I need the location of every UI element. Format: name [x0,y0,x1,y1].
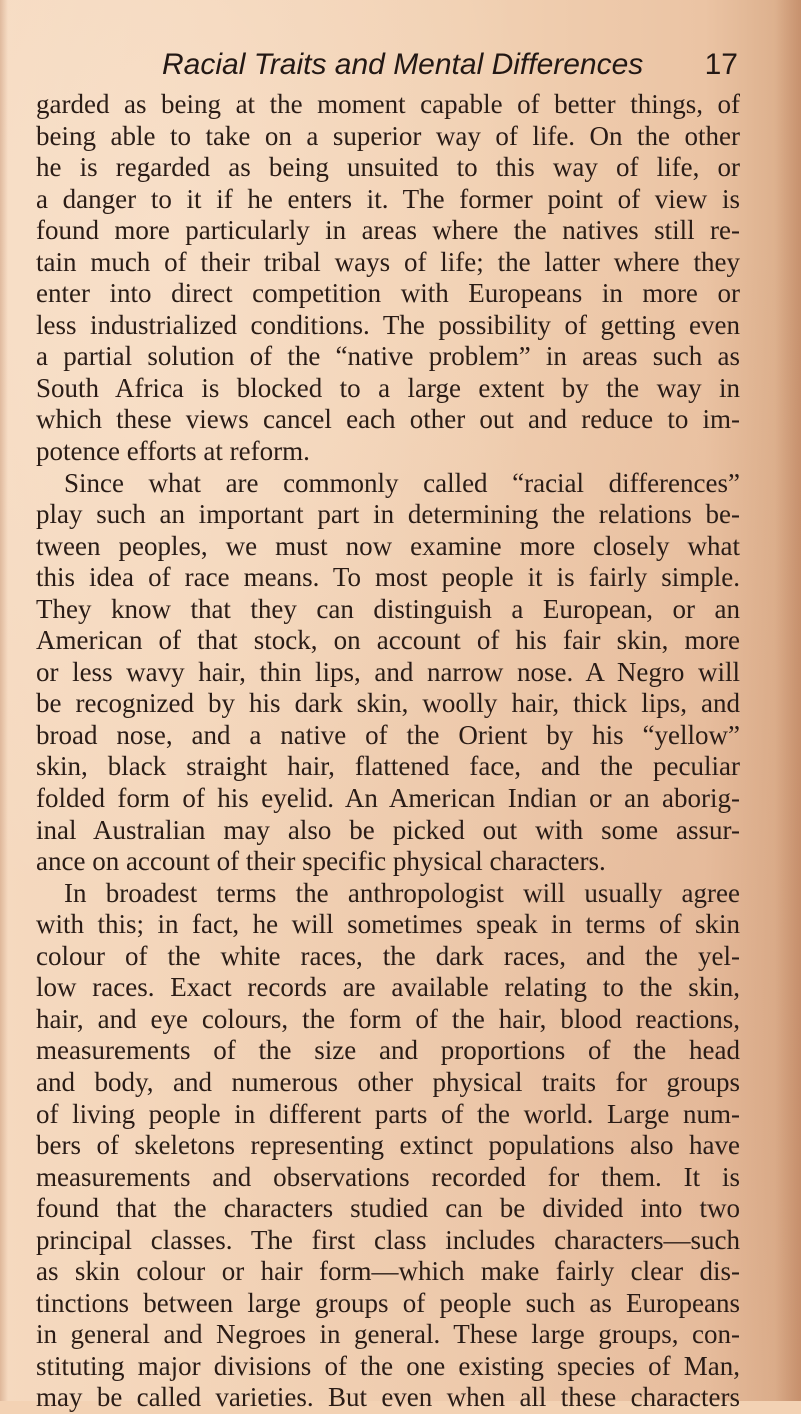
text-line: garded as being at the moment capable of better things, of [36,89,740,119]
text-line: he is regarded as being unsuited to this way of life, or [36,152,740,183]
text-line: broad nose, and a native of the Orient by his “yellow” [36,719,740,750]
text-line: this idea of race means. To most people it is fairly simple. [36,562,740,593]
text-line: and body, and numerous other physical traits for groups [36,1066,740,1097]
text-line: ance on account of their specific physical characters. [36,846,606,877]
text-line: tinctions between large groups of people such as Europeans [36,1287,740,1318]
text-line: with this; in fact, he will sometimes speak in terms of skin [36,909,740,940]
body-text [36,89,740,1414]
text-line: low races. Exact records are available relating to the skin, [36,972,740,1003]
page-right-edge-stain [775,0,801,1401]
text-line: stituting major divisions of the one existing species of Man, [36,1350,740,1381]
text-line: skin, black straight hair, flattened face, and the peculiar [36,751,740,782]
running-head-title: Racial Traits and Mental Differences [162,48,644,81]
text-line: tain much of their tribal ways of life; the latter where they [36,246,740,277]
text-line: less industrialized conditions. The possibility of getting even [36,309,740,340]
text-line: or less wavy hair, thin lips, and narrow nose. A Negro will [36,656,740,687]
text-line: measurements of the size and proportions of the head [36,1035,740,1066]
text-line: a danger to it if he enters it. The former point of view is [36,183,740,214]
text-line: being able to take on a superior way of life. On the other [36,120,740,151]
text-line: South Africa is blocked to a large extent by the way in [36,372,740,403]
text-line: play such an important part in determining the relations be- [36,499,740,530]
text-line: as skin colour or hair form—which make fairly clear dis- [36,1256,740,1287]
text-line: They know that they can distinguish a European, or an [36,593,740,624]
text-line: found that the characters studied can be divided into two [36,1193,740,1224]
text-line: tween peoples, we must now examine more closely what [36,530,740,561]
text-line: colour of the white races, the dark races, and the yel- [36,940,740,971]
text-line: of living people in different parts of the world. Large num- [36,1098,740,1129]
text-line: be recognized by his dark skin, woolly hair, thick lips, and [36,688,740,719]
text-line: measurements and observations recorded for them. It is [36,1161,740,1192]
page-left-edge [0,0,8,1401]
text-line: Since what are commonly called “racial differences” [64,467,740,498]
text-line: a partial solution of the “native problem” in areas such as [36,341,740,372]
text-line: may be called varieties. But even when all these characters [36,1382,740,1413]
text-line: found more particularly in areas where the natives still re- [36,215,740,246]
page-number: 17 [704,48,738,81]
running-head [150,45,742,85]
text-line: bers of skeletons representing extinct populations also have [36,1130,740,1161]
text-line: In broadest terms the anthropologist will usually agree [64,877,740,908]
text-line: potence efforts at reform. [36,436,310,467]
text-line: principal classes. The first class includes characters—such [36,1224,740,1255]
text-line: American of that stock, on account of his fair skin, more [36,625,740,656]
text-line: folded form of his eyelid. An American Indian or an aborig- [36,783,740,814]
text-line: which these views cancel each other out and reduce to im- [36,404,740,435]
text-line: in general and Negroes in general. These large groups, con- [36,1319,740,1350]
text-line: hair, and eye colours, the form of the hair, blood reactions, [36,1003,740,1034]
text-line: inal Australian may also be picked out with some assur- [36,814,740,845]
text-line: enter into direct competition with Europeans in more or [36,278,740,309]
